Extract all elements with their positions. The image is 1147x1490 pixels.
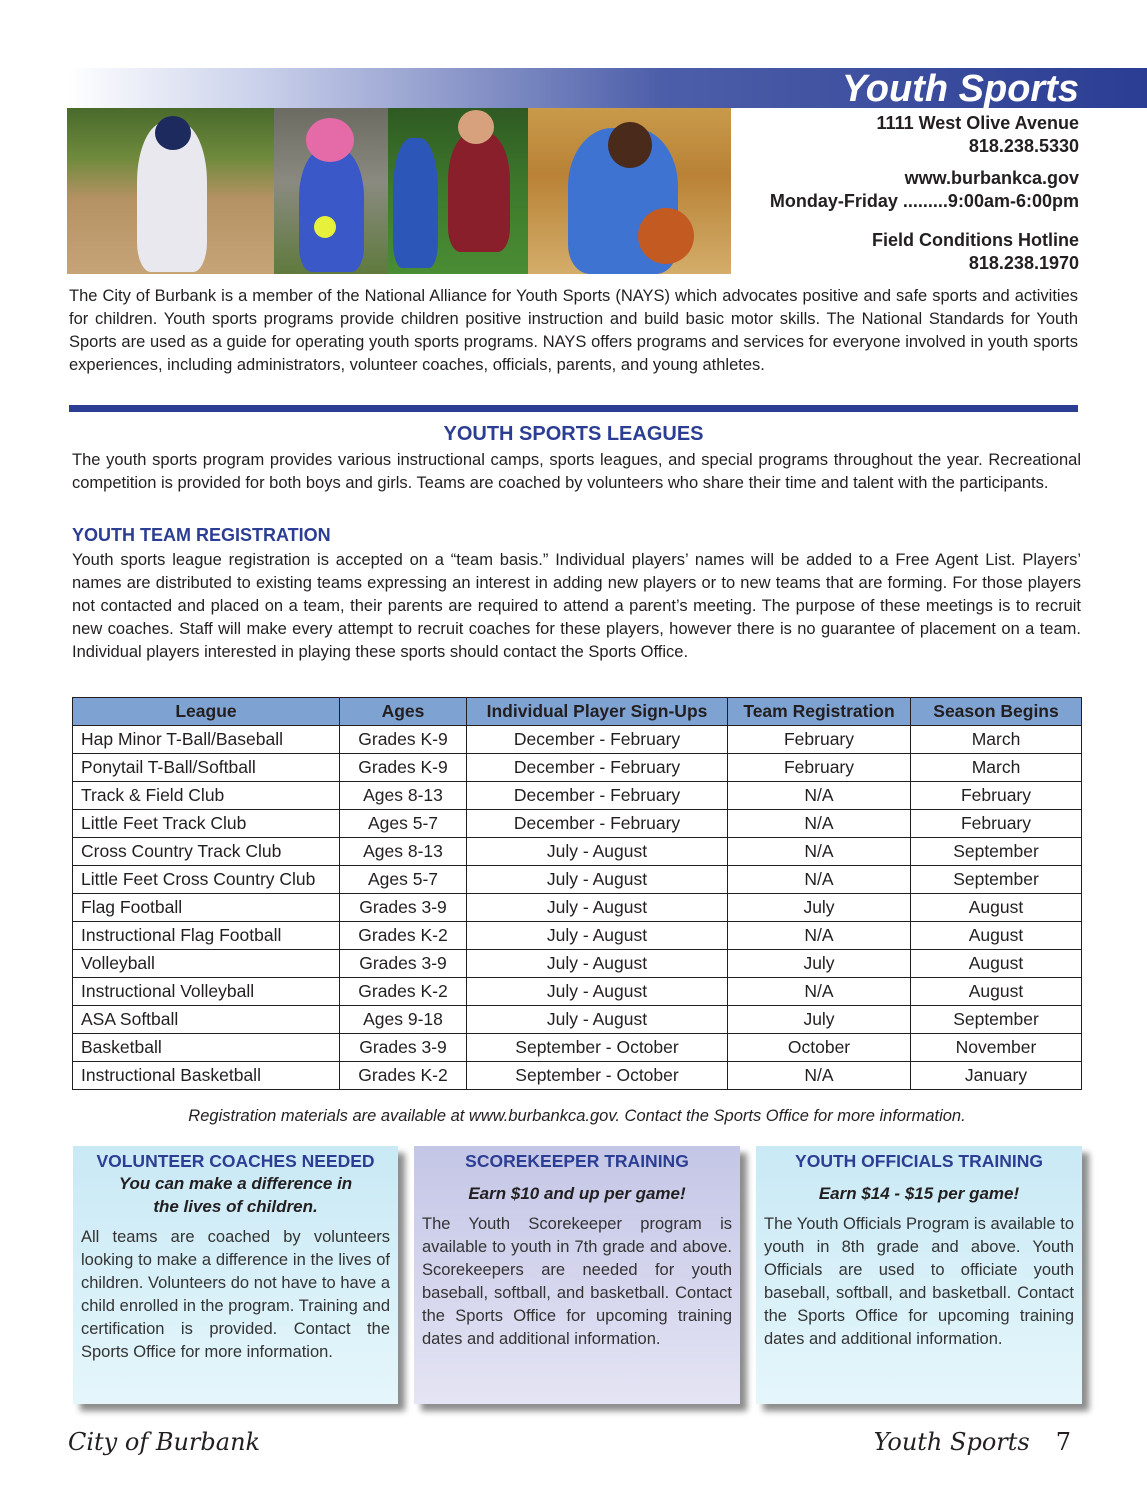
cell-team-registration: N/A — [728, 922, 911, 950]
cell-league: Hap Minor T-Ball/Baseball — [73, 726, 340, 754]
cell-season-begins: September — [911, 838, 1082, 866]
cell-league: Instructional Basketball — [73, 1062, 340, 1090]
cell-ages: Grades K-2 — [340, 1062, 467, 1090]
cell-season-begins: August — [911, 978, 1082, 1006]
cell-team-registration: October — [728, 1034, 911, 1062]
panel-scorekeeper-body: The Youth Scorekeeper program is available to youth in 7th grade and above. Scorekeepers are needed for youth baseball, softball, and basketball. Contact the Sports Office for upcoming training dates and additional information. — [422, 1215, 732, 1348]
cell-signups: September - October — [467, 1034, 728, 1062]
cell-signups: December - February — [467, 782, 728, 810]
cell-signups: July - August — [467, 922, 728, 950]
contact-hours: Monday-Friday .........9:00am-6:00pm — [769, 191, 1079, 211]
cell-team-registration: February — [728, 726, 911, 754]
cell-ages: Grades K-2 — [340, 978, 467, 1006]
cell-league: Track & Field Club — [73, 782, 340, 810]
cell-league: Little Feet Cross Country Club — [73, 866, 340, 894]
footer-city-name: City of Burbank — [68, 1428, 261, 1456]
cell-league: Instructional Flag Football — [73, 922, 340, 950]
leagues-table — [72, 697, 1082, 1090]
cell-league: ASA Softball — [73, 1006, 340, 1034]
panel-coaches-title: VOLUNTEER COACHES NEEDED — [96, 1151, 375, 1171]
cell-league: Cross Country Track Club — [73, 838, 340, 866]
cell-league: Instructional Volleyball — [73, 978, 340, 1006]
intro-paragraph: The City of Burbank is a member of the National Alliance for Youth Sports (NAYS) which advocates positive and safe sports and activities for children. Youth sports programs provide children positive instruction and build basic motor skills. The National Standards for Youth Sports are used as a guide for operating youth sports programs. NAYS offers programs and services for everyone involved in youth sports experiences, including administrators, volunteer coaches, officials, parents, and young athletes. — [69, 287, 1078, 374]
cell-ages: Grades K-2 — [340, 922, 467, 950]
cell-ages: Grades 3-9 — [340, 894, 467, 922]
photo-flag-football — [388, 108, 528, 274]
panel-scorekeeper-title: SCOREKEEPER TRAINING — [465, 1151, 689, 1171]
table-row — [73, 810, 1082, 838]
panel-officials-subtitle: Earn $14 - $15 per game! — [818, 1184, 1020, 1203]
panel-coaches-subtitle-1: You can make a difference in — [118, 1174, 353, 1193]
table-row — [73, 1062, 1082, 1090]
cell-season-begins: February — [911, 810, 1082, 838]
table-row — [73, 838, 1082, 866]
cell-ages: Grades K-9 — [340, 754, 467, 782]
table-note: Registration materials are available at www.burbankca.gov. Contact the Sports Office for more information. — [188, 1107, 966, 1125]
header-season-begins: Season Begins — [911, 698, 1082, 726]
cell-league: Volleyball — [73, 950, 340, 978]
hotline-label: Field Conditions Hotline — [872, 230, 1079, 250]
cell-team-registration: N/A — [728, 1062, 911, 1090]
cell-team-registration: N/A — [728, 838, 911, 866]
cell-signups: July - August — [467, 866, 728, 894]
cell-season-begins: November — [911, 1034, 1082, 1062]
table-row — [73, 978, 1082, 1006]
cell-signups: July - August — [467, 838, 728, 866]
footer-section-name: Youth Sports — [873, 1428, 1030, 1456]
cell-team-registration: N/A — [728, 810, 911, 838]
table-body — [73, 726, 1082, 1090]
table-row — [73, 1006, 1082, 1034]
table-header-row — [73, 698, 1082, 726]
panel-volunteer-coaches — [73, 1146, 398, 1404]
cell-team-registration: July — [728, 950, 911, 978]
footer-section — [874, 1428, 1071, 1456]
contact-block — [770, 112, 1079, 275]
cell-signups: December - February — [467, 726, 728, 754]
cell-ages: Grades K-9 — [340, 726, 467, 754]
panel-scorekeeper-training — [414, 1146, 740, 1404]
table-row — [73, 754, 1082, 782]
cell-signups: July - August — [467, 978, 728, 1006]
contact-website[interactable]: www.burbankca.gov — [904, 168, 1079, 188]
panel-coaches-body: All teams are coached by volunteers looking to make a difference in the lives of children. Volunteers do not have to have a child enrolled in the program. Training and certification is provided. Contact the Sports Office for more information. — [81, 1228, 390, 1361]
table-row — [73, 922, 1082, 950]
cell-signups: December - February — [467, 754, 728, 782]
section-divider — [69, 405, 1078, 412]
contact-phone: 818.238.5330 — [968, 136, 1079, 156]
cell-team-registration: N/A — [728, 978, 911, 1006]
table-row — [73, 950, 1082, 978]
cell-ages: Ages 5-7 — [340, 866, 467, 894]
cell-ages: Ages 8-13 — [340, 782, 467, 810]
cell-season-begins: August — [911, 922, 1082, 950]
cell-season-begins: August — [911, 950, 1082, 978]
cell-season-begins: January — [911, 1062, 1082, 1090]
cell-ages: Ages 8-13 — [340, 838, 467, 866]
registration-paragraph: Youth sports league registration is accepted on a “team basis.” Individual players’ names will be added to a Free Agent List. Players’ names are distributed to existing teams expressing an interest in adding new players or to new teams that are forming. For those players not contacted and placed on a team, their parents are required to attend a parent’s meeting. The purpose of these meetings is to recruit new coaches. Staff will make every attempt to recruit coaches for these players, however there is no guarantee of placement on a team. Individual players interested in playing these sports should contact the Sports Office. — [72, 551, 1081, 661]
cell-season-begins: February — [911, 782, 1082, 810]
photo-softball-player — [274, 108, 388, 274]
cell-season-begins: March — [911, 754, 1082, 782]
cell-signups: July - August — [467, 950, 728, 978]
cell-team-registration: N/A — [728, 866, 911, 894]
hotline-phone: 818.238.1970 — [968, 253, 1079, 273]
cell-ages: Ages 9-18 — [340, 1006, 467, 1034]
table-row — [73, 1034, 1082, 1062]
table-row — [73, 726, 1082, 754]
photo-strip — [67, 108, 731, 274]
cell-team-registration: N/A — [728, 782, 911, 810]
leagues-heading: YOUTH SPORTS LEAGUES — [443, 423, 704, 445]
page-number: 7 — [1055, 1428, 1071, 1456]
cell-ages: Ages 5-7 — [340, 810, 467, 838]
photo-baseball-pitcher — [67, 108, 274, 274]
header-league: League — [73, 698, 340, 726]
cell-league: Basketball — [73, 1034, 340, 1062]
cell-season-begins: September — [911, 866, 1082, 894]
cell-signups: December - February — [467, 810, 728, 838]
registration-heading: YOUTH TEAM REGISTRATION — [72, 525, 331, 545]
table-row — [73, 894, 1082, 922]
cell-season-begins: March — [911, 726, 1082, 754]
panel-youth-officials-training — [756, 1146, 1082, 1404]
page-title: Youth Sports — [841, 68, 1079, 110]
cell-league: Flag Football — [73, 894, 340, 922]
header-ages: Ages — [340, 698, 467, 726]
header-signups: Individual Player Sign-Ups — [467, 698, 728, 726]
cell-ages: Grades 3-9 — [340, 950, 467, 978]
cell-signups: September - October — [467, 1062, 728, 1090]
panel-coaches-subtitle-2: the lives of children. — [153, 1197, 318, 1216]
cell-ages: Grades 3-9 — [340, 1034, 467, 1062]
panel-officials-title: YOUTH OFFICIALS TRAINING — [795, 1151, 1043, 1171]
panel-scorekeeper-subtitle: Earn $10 and up per game! — [468, 1184, 686, 1203]
table-row — [73, 866, 1082, 894]
cell-signups: July - August — [467, 1006, 728, 1034]
cell-league: Little Feet Track Club — [73, 810, 340, 838]
cell-signups: July - August — [467, 894, 728, 922]
cell-season-begins: August — [911, 894, 1082, 922]
cell-league: Ponytail T-Ball/Softball — [73, 754, 340, 782]
cell-team-registration: February — [728, 754, 911, 782]
header-team-registration: Team Registration — [728, 698, 911, 726]
contact-address: 1111 West Olive Avenue — [876, 113, 1079, 133]
leagues-paragraph: The youth sports program provides various instructional camps, sports leagues, and special programs throughout the year. Recreational competition is provided for both boys and girls. Teams are coached by volunteers who share their time and talent with the participants. — [72, 451, 1081, 492]
photo-basketball-player — [528, 108, 731, 274]
cell-team-registration: July — [728, 894, 911, 922]
panel-officials-body: The Youth Officials Program is available to youth in 8th grade and above. Youth Officials are used to officiate youth baseball, softball, and basketball. Contact the Sports Office for upcoming training dates and additional information. — [764, 1215, 1074, 1348]
cell-team-registration: July — [728, 1006, 911, 1034]
cell-season-begins: September — [911, 1006, 1082, 1034]
table-row — [73, 782, 1082, 810]
